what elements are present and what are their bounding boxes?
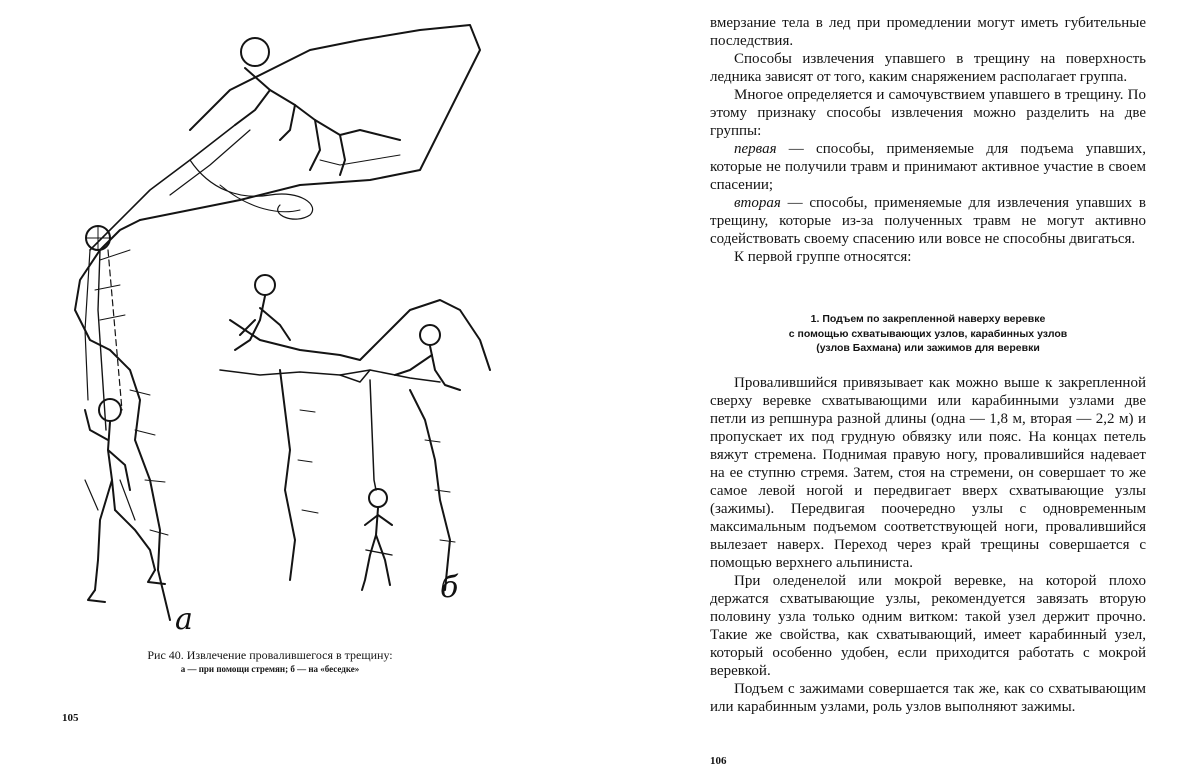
heading-line: (узлов Бахмана) или зажимов для веревки (816, 342, 1040, 354)
paragraph: вмерзание тела в лед при промедлении могут иметь губительные последствия. (710, 15, 1146, 49)
paragraph: Провалившийся привязывает как можно выше к закрепленной сверху веревке схватывающими или карабинными узлами две петли из репшнура разной длины (одна — 1,8 м, вторая — 2,2 м) и пропускает их под грудную обвязку или пояс. На концах петель вяжут стремена. Поднимая правую ногу, провалившийся надевает на ее ступню стремя. Затем, стоя на стремени, он совершает то же самое левой ногой и передвигает вверх схватывающие узлы (зажимы). Передвигая поочередно узлы с одновременным максимальным подъемом соответствующей ноги, провалившийся вылезает наверх. Переход через край трещины совершается с помощью верхнего альпиниста. (710, 375, 1146, 571)
paragraph: К первой группе относятся: (734, 249, 912, 265)
caption-subtitle: а — при помощи стремян; б — на «беседке» (180, 664, 360, 674)
caption-title: Рис 40. Извлечение провалившегося в трещину: (147, 648, 393, 662)
rescue-illustration (40, 10, 500, 640)
text-block-body (710, 374, 1146, 716)
page-number-left: 105 (62, 712, 79, 724)
section-heading (710, 312, 1146, 356)
paragraph: Способы извлечения упавшего в трещину на поверхность ледника зависят от того, каким снаряжением располагает группа. (710, 51, 1146, 85)
heading-line: с помощью схватывающих узлов, карабинных узлов (788, 327, 1068, 340)
figure-label-b: б (440, 570, 459, 605)
paragraph: Многое определяется и самочувствием упавшего в трещину. По этому признаку способы извлечения можно разделить на две группы: (710, 87, 1146, 139)
right-page (596, 0, 1185, 779)
left-page (0, 0, 590, 779)
figure-caption (40, 648, 500, 676)
list-term: первая (734, 141, 777, 157)
list-text: — способы, применяемые для подъема упавших, которые не получили травм и принимают активное участие в своем спасении; (710, 141, 1146, 193)
list-item (710, 140, 1146, 194)
figure-label-a: а (175, 602, 193, 637)
list-term: вторая (734, 195, 781, 211)
list-text: — способы, применяемые для извлечения упавших в трещину, которые из-за полученных травм не могут активно содействовать своему спасению или вовсе не способны двигаться. (710, 195, 1146, 247)
paragraph: Подъем с зажимами совершается так же, как со схватывающим или карабинным узлами, роль узлов выполняют зажимы. (710, 681, 1146, 715)
list-item (710, 194, 1146, 248)
paragraph: При оледенелой или мокрой веревке, на которой плохо держатся схватывающие узлы, рекомендуется завязать вторую половину узла только одним витком: такой узел держит прочно. Такие же свойства, как схватывающий, имеет карабинный узел, который особенно удобен, если приходится работать с мокрой веревкой. (710, 573, 1146, 679)
page-number-right: 106 (710, 755, 727, 767)
text-block-top (710, 14, 1146, 266)
heading-line: 1. Подъем по закрепленной наверху веревке (810, 313, 1046, 325)
